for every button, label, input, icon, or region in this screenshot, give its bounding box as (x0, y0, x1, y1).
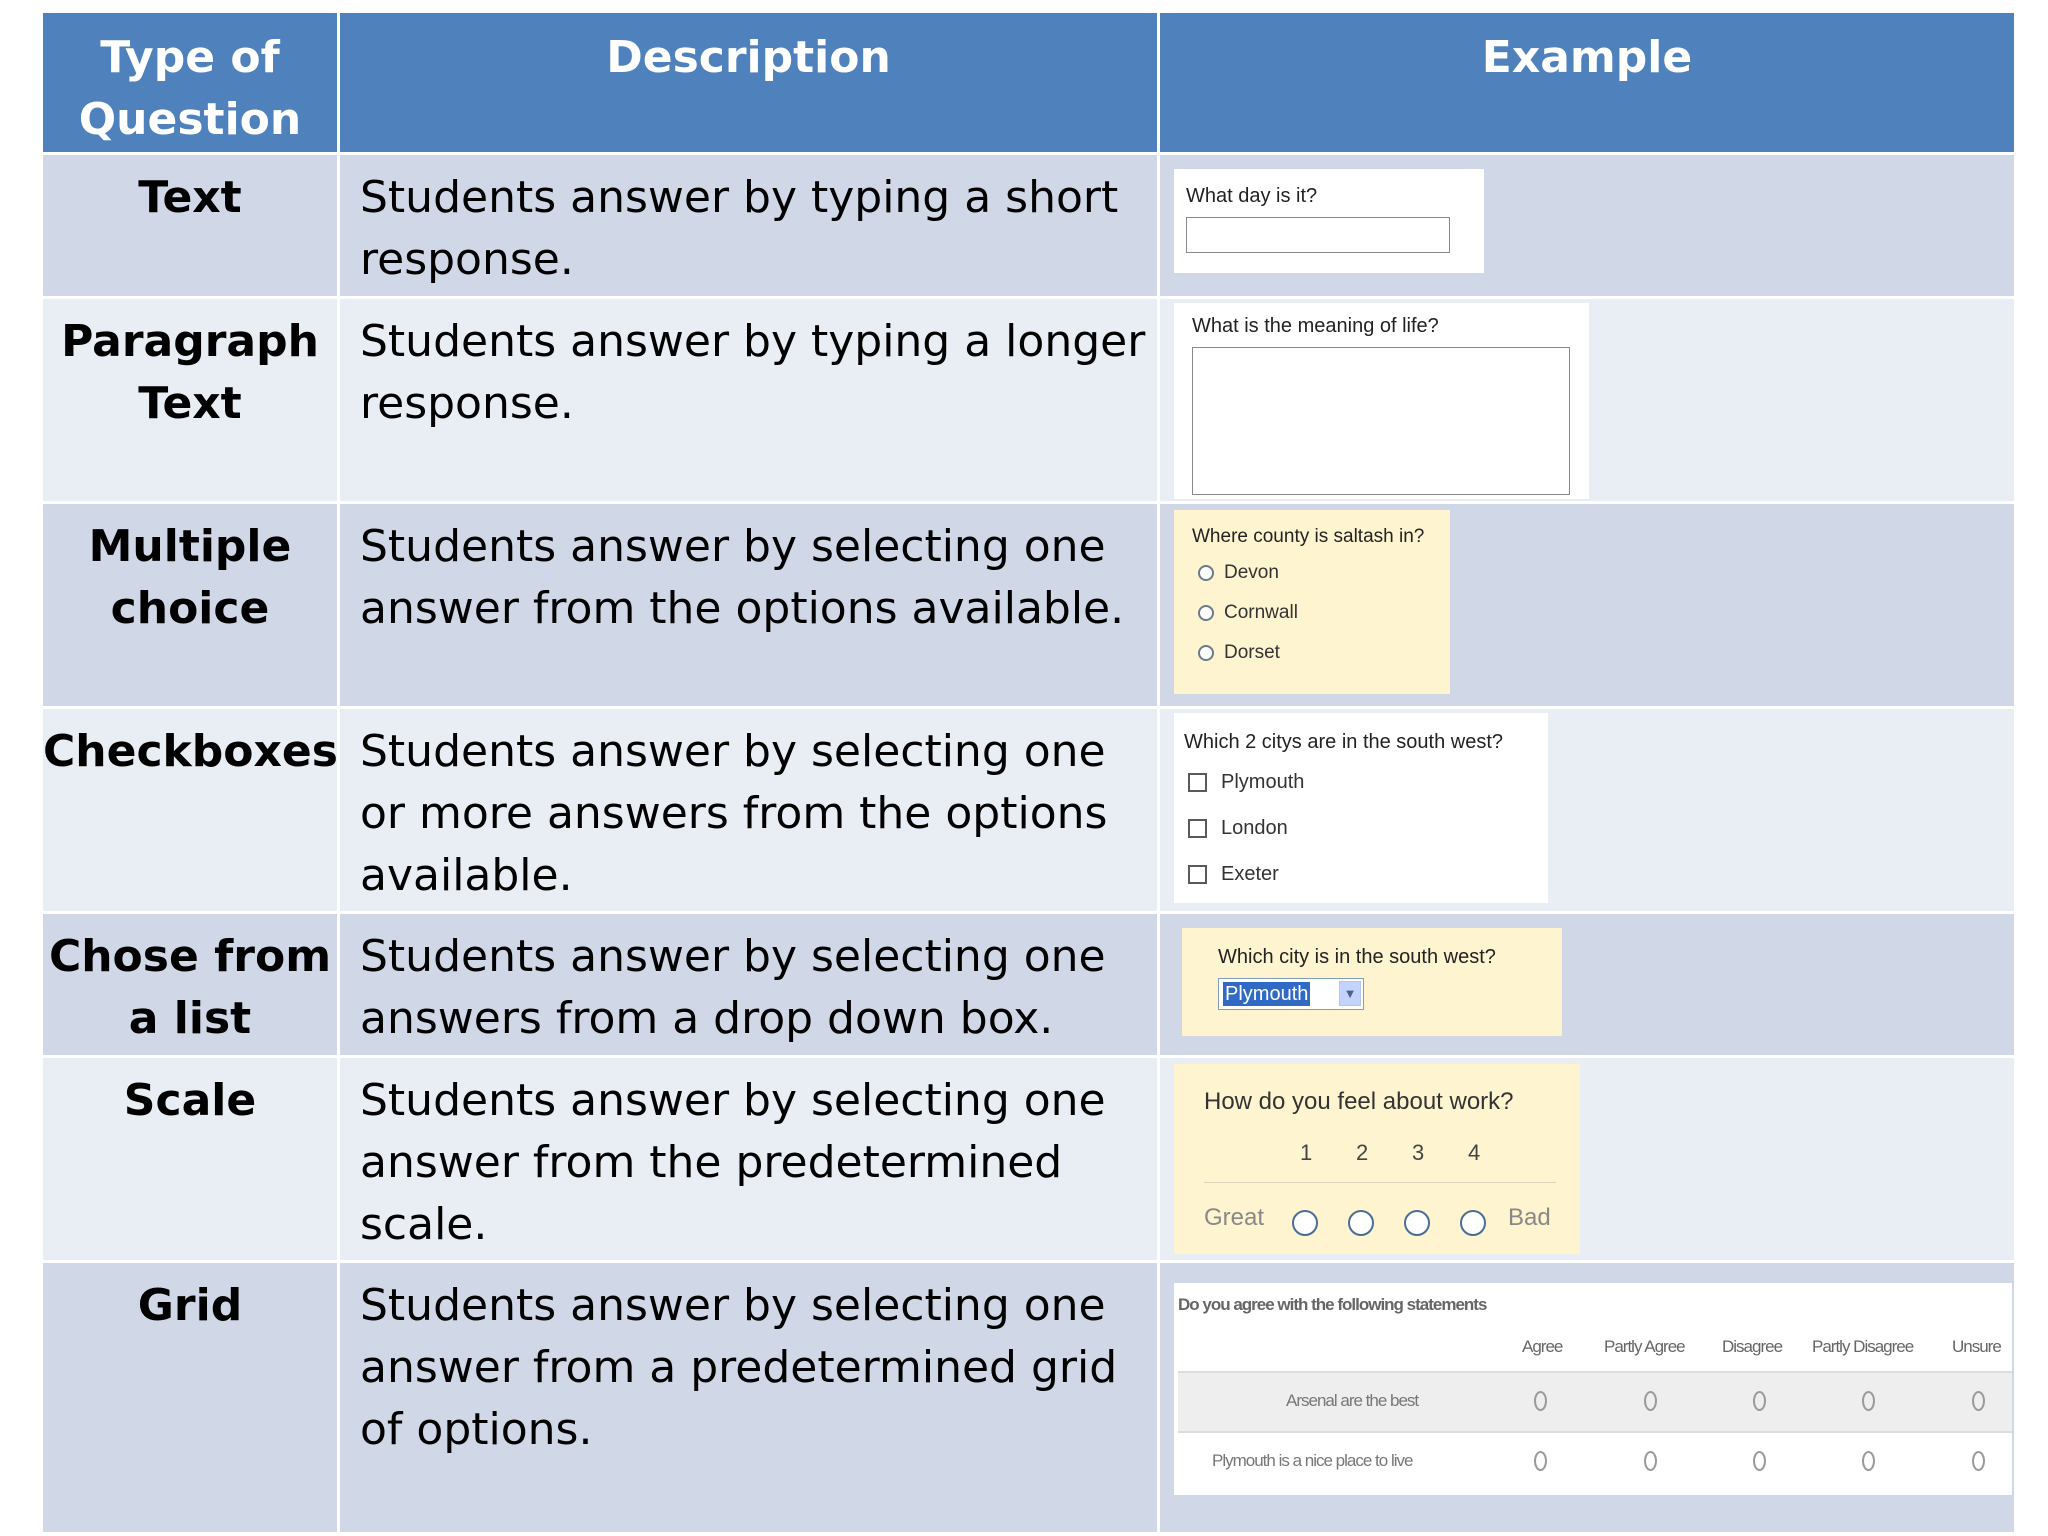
grid-row (1178, 1371, 2012, 1433)
cb-question: Which 2 citys are in the south west? (1184, 731, 1504, 753)
grid-radio[interactable] (1753, 1451, 1766, 1471)
text-example (1174, 169, 1484, 273)
question-types-table (40, 10, 2017, 1535)
scale-radio[interactable] (1348, 1210, 1374, 1236)
description-cell: Students answer by selecting one answer from the options available. (339, 503, 1159, 708)
type-cell: Paragraph Text (42, 298, 339, 503)
header-type: Type of Question (42, 12, 339, 154)
mc-option[interactable]: Dorset (1198, 642, 1280, 664)
type-cell: Grid (42, 1262, 339, 1534)
grid-column-header: Unsure (1952, 1337, 2001, 1356)
grid-radio[interactable] (1972, 1451, 1985, 1471)
grid-radio[interactable] (1644, 1451, 1657, 1471)
mc-option[interactable]: Devon (1198, 562, 1279, 584)
radio-icon (1198, 565, 1214, 581)
header-example: Example (1159, 12, 2016, 154)
description-cell: Students answer by selecting one answer from a predetermined grid of options. (339, 1262, 1159, 1534)
table-row (42, 298, 2016, 503)
grid-radio[interactable] (1534, 1451, 1547, 1471)
example-cell (1159, 913, 2016, 1057)
grid-radio[interactable] (1972, 1391, 1985, 1411)
example-cell (1159, 298, 2016, 503)
scale-number: 2 (1356, 1140, 1369, 1165)
grid-column-header: Partly Disagree (1812, 1337, 1914, 1356)
type-cell: Scale (42, 1057, 339, 1262)
checkbox-icon (1188, 865, 1207, 884)
scale-radio[interactable] (1460, 1210, 1486, 1236)
city-select[interactable] (1218, 978, 1364, 1010)
scale-divider (1204, 1182, 1556, 1183)
grid-radio[interactable] (1862, 1451, 1875, 1471)
example-cell (1159, 154, 2016, 298)
scale-example (1174, 1064, 1580, 1254)
table-row (42, 708, 2016, 913)
example-cell (1159, 1057, 2016, 1262)
table-row (42, 503, 2016, 708)
table-row (42, 913, 2016, 1057)
grid-column-header: Partly Agree (1604, 1337, 1685, 1356)
grid-radio[interactable] (1862, 1391, 1875, 1411)
description-cell: Students answer by typing a short response. (339, 154, 1159, 298)
example-cell (1159, 708, 2016, 913)
header-row (42, 12, 2016, 154)
list-example (1182, 928, 1562, 1036)
scale-radio[interactable] (1292, 1210, 1318, 1236)
scale-number: 3 (1412, 1140, 1425, 1165)
header-description: Description (339, 12, 1159, 154)
grid-row (1178, 1431, 2012, 1491)
grid-radio[interactable] (1753, 1391, 1766, 1411)
multiple-choice-example (1174, 510, 1450, 694)
mc-question: Where county is saltash in? (1192, 526, 1425, 547)
checkboxes-example (1174, 713, 1548, 903)
grid-question: Do you agree with the following statements (1178, 1295, 1487, 1314)
table-row (42, 154, 2016, 298)
scale-radio[interactable] (1404, 1210, 1430, 1236)
grid-example (1174, 1283, 2012, 1495)
example-cell (1159, 503, 2016, 708)
grid-row-label: Plymouth is a nice place to live (1212, 1451, 1413, 1470)
scale-question: How do you feel about work? (1204, 1088, 1514, 1115)
paragraph-question: What is the meaning of life? (1192, 315, 1439, 337)
description-cell: Students answer by selecting one answer from the predetermined scale. (339, 1057, 1159, 1262)
cb-option[interactable]: Exeter (1188, 863, 1279, 886)
checkbox-icon (1188, 819, 1207, 838)
chevron-down-icon[interactable]: ▼ (1339, 981, 1361, 1006)
scale-number: 1 (1300, 1140, 1313, 1165)
description-cell: Students answer by selecting one answers from a drop down box. (339, 913, 1159, 1057)
scale-low-label: Great (1204, 1204, 1265, 1231)
grid-row-label: Arsenal are the best (1286, 1391, 1419, 1410)
type-cell: Checkboxes (42, 708, 339, 913)
description-cell: Students answer by typing a longer response. (339, 298, 1159, 503)
description-cell: Students answer by selecting one or more answers from the options available. (339, 708, 1159, 913)
cb-option[interactable]: London (1188, 817, 1288, 840)
scale-number: 4 (1468, 1140, 1481, 1165)
text-question: What day is it? (1186, 185, 1318, 207)
list-question: Which city is in the south west? (1218, 946, 1496, 968)
table-row (42, 1262, 2016, 1534)
example-cell (1159, 1262, 2016, 1534)
radio-icon (1198, 645, 1214, 661)
grid-radio[interactable] (1644, 1391, 1657, 1411)
grid-column-header: Agree (1522, 1337, 1563, 1356)
table-row (42, 1057, 2016, 1262)
paragraph-example (1174, 303, 1589, 499)
type-cell: Text (42, 154, 339, 298)
text-input[interactable] (1186, 217, 1450, 253)
type-cell: Multiple choice (42, 503, 339, 708)
mc-option[interactable]: Cornwall (1198, 602, 1298, 624)
grid-radio[interactable] (1534, 1391, 1547, 1411)
select-value: Plymouth (1225, 983, 1309, 1005)
grid-column-header: Disagree (1722, 1337, 1783, 1356)
checkbox-icon (1188, 773, 1207, 792)
cb-option[interactable]: Plymouth (1188, 771, 1304, 794)
radio-icon (1198, 605, 1214, 621)
type-cell: Chose from a list (42, 913, 339, 1057)
scale-high-label: Bad (1508, 1204, 1551, 1231)
paragraph-textarea[interactable] (1192, 347, 1570, 495)
